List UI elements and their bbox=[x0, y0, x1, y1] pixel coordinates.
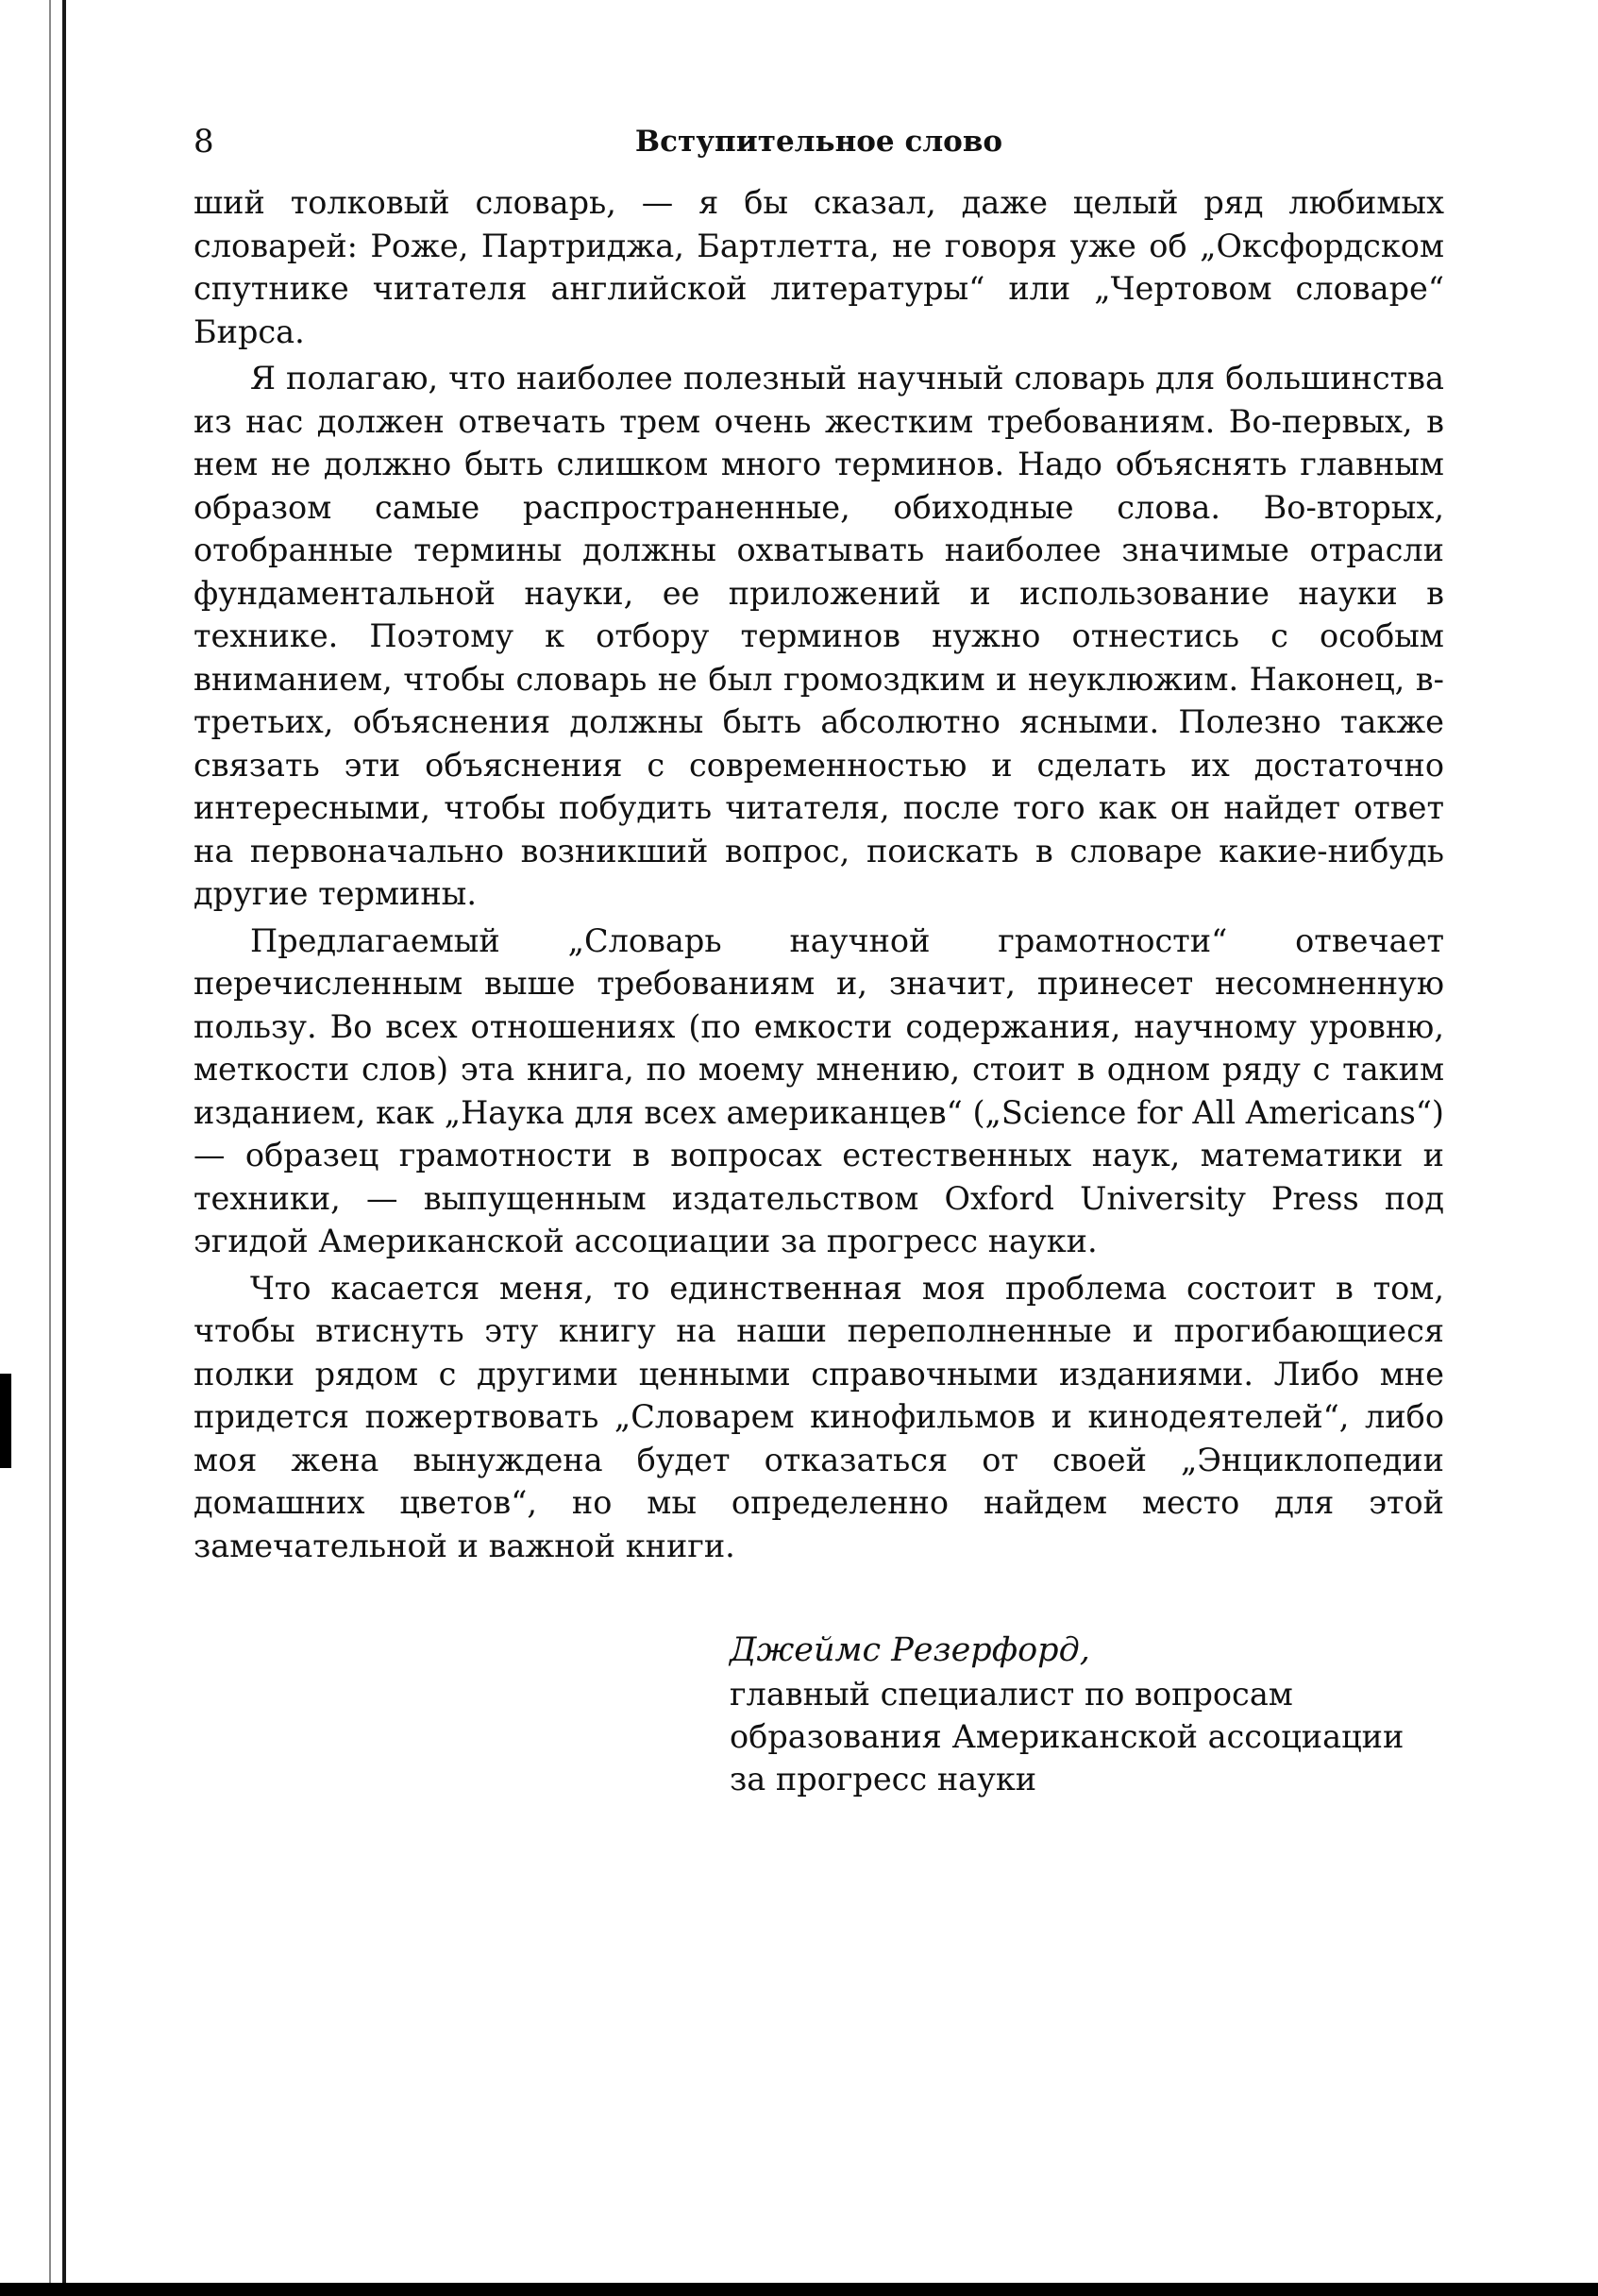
signature-title-line: за прогресс науки bbox=[730, 1761, 1037, 1798]
signature-block bbox=[730, 1628, 1447, 1800]
signature-title-line: образования Американской ассоциации bbox=[730, 1718, 1405, 1755]
scan-artifact bbox=[0, 1374, 11, 1468]
paragraph-4: Что касается меня, то единственная моя проблема состоит в том, чтобы втиснуть эту книгу на наши переполненные и прогибающиеся полки рядом с другими ценными справочными изданиями. Либо мне придется пожертвовать „Словарем кинофильмов и кинодеятелей“, либо моя жена вынуждена будет отказаться от своей „Энциклопедии домашних цветов“, но мы определенно найдем место для этой замечательной и важной книги. bbox=[193, 1269, 1444, 1564]
scan-edge-line bbox=[62, 0, 66, 2296]
page-header bbox=[193, 113, 1444, 170]
signature-name: Джеймс Резерфорд, bbox=[730, 1631, 1090, 1669]
paragraph-2: Я полагаю, что наиболее полезный научный словарь для большинства из нас должен отвечать трем очень жестким требованиям. Во-первых, в нем не должно быть слишком много терминов. Надо объяснять главным образом самые распространенные, обиходные слова. Во-вторых, отобранные термины должны охватывать наиболее значимые отрасли фундаментальной науки, ее приложений и использование науки в технике. Поэтому к отбору терминов нужно отнестись с особым вниманием, чтобы словарь не был громоздким и неуклюжим. Наконец, в-третьих, объяснения должны быть абсолютно ясными. Полезно также связать эти объяснения с современностью и сделать их достаточно интересными, чтобы побудить читателя, после того как он найдет ответ на первоначально возникший вопрос, поискать в словаре какие-нибудь другие термины. bbox=[193, 360, 1444, 912]
scan-margin bbox=[0, 0, 68, 2296]
page-number: 8 bbox=[193, 123, 214, 160]
scan-edge-line bbox=[49, 0, 51, 2296]
book-page bbox=[193, 113, 1444, 1800]
signature-title-line: главный специалист по вопросам bbox=[730, 1676, 1293, 1713]
paragraph-1: ший толковый словарь, — я бы сказал, даже целый ряд любимых словарей: Роже, Партриджа, Бартлетта, не говоря уже об „Оксфордском спутнике читателя английской литературы“ или „Чертовом словаре“ Бирса. bbox=[193, 184, 1444, 350]
scan-bottom-edge bbox=[0, 2283, 1598, 2296]
paragraph-3: Предлагаемый „Словарь научной грамотности“ отвечает перечисленным выше требованиям и, значит, принесет несомненную пользу. Во всех отношениях (по емкости содержания, научному уровню, меткости слов) эта книга, по моему мнению, стоит в одном ряду с таким изданием, как „Наука для всех американцев“ („Science for All Americans“) — образец грамотности в вопросах естественных наук, математики и техники, — выпущенным издательством Oxford University Press под эгидой Американской ассоциации за прогресс науки. bbox=[193, 921, 1444, 1259]
running-title: Вступительное слово bbox=[634, 125, 1003, 159]
